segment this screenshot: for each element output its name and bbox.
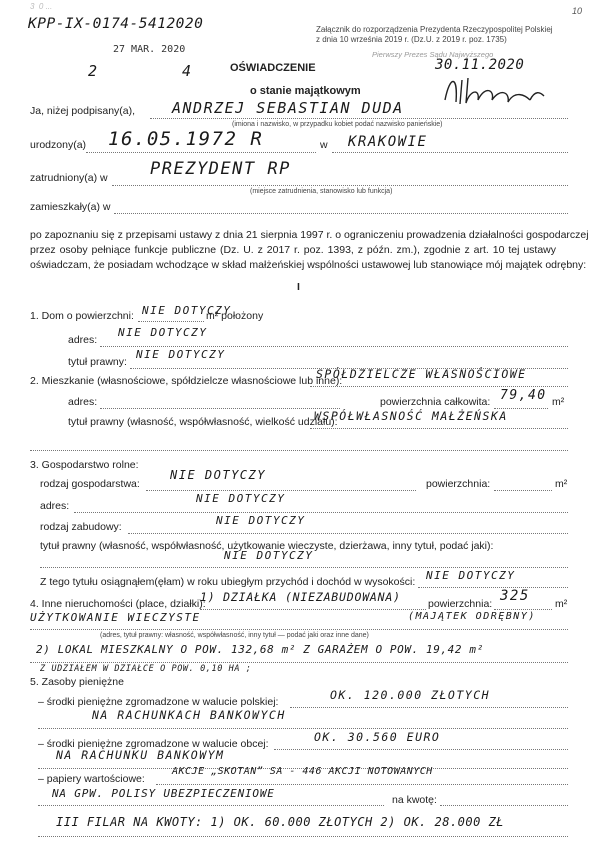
s5-securities-line2: NA GPW. POLISY UBEZPIECZENIOWE [52,787,275,800]
s5-label-foreign: – środki pieniężne zgromadzone w walucie obcej: [38,738,269,750]
s1-label-title: tytuł prawny: [68,356,127,368]
dotted-line [332,152,568,153]
s3-addr-value: NIE DOTYCZY [196,492,286,505]
dotted-line [112,185,568,186]
s1-addr-value: NIE DOTYCZY [118,326,208,339]
s4-line2-left: UŻYTKOWANIE WIECZYSTE [30,611,201,624]
s1-label-house-after: m² położony [206,310,264,322]
s5-pln-value: OK. 120.000 ZŁOTYCH [330,688,491,702]
received-date-stamp: 27 MAR. 2020 [113,44,186,55]
dotted-line [310,386,568,387]
corner-number-1: 2 [88,62,99,80]
case-number: KPP-IX-0174-5412020 [28,16,204,32]
note-employer: (miejsce zatrudnienia, stanowisko lub funkcja) [250,188,393,195]
s3-label-addr: adres: [40,500,70,512]
annex-line-2: z dnia 10 września 2019 r. (Dz.U. z 2019 r. poz. 1735) [316,35,507,44]
dotted-line [418,587,568,588]
s3-income-value: NIE DOTYCZY [426,569,516,582]
dotted-line [138,321,204,322]
s2-label-m2: m² [552,396,565,408]
dotted-line [274,749,568,750]
s3-label-farm: 3. Gospodarstwo rolne: [30,459,139,471]
label-resides: zamieszkały(a) w [30,201,111,213]
s5-label-securities: – papiery wartościowe: [38,773,145,785]
field-birth-date: 16.05.1972 R [108,128,264,150]
s2-label-addr: adres: [68,396,98,408]
s2-flat-value: SPÓŁDZIELCZE WŁASNOŚCIOWE [316,367,527,381]
s3-build-value: NIE DOTYCZY [216,514,306,527]
label-name: Ja, niżej podpisany(a), [30,105,136,117]
s3-kind-value: NIE DOTYCZY [170,468,266,482]
s5-label-pln: – środki pieniężne zgromadzone w walucie polskiej: [38,696,279,708]
dotted-line [150,118,568,119]
note-name: (imiona i nazwisko, w przypadku kobiet podać nazwisko panieńskie) [232,121,443,128]
s5-label-resources: 5. Zasoby pieniężne [30,676,124,688]
s4-line2-right: (MAJĄTEK ODRĘBNY) [408,611,536,622]
s2-area-value: 79,40 [500,388,547,403]
section-roman: I [297,281,300,293]
s4-line4: Z UDZIAŁEM W DZIAŁCE O POW. 0,10 HA ; [40,664,252,674]
intro-line-2: przez osoby pełniące funkcje publiczne (Dz. U. z 2017 r. poz. 1393, z późn. zm.), zgodnie z art. 10 tej ustawy [30,244,557,256]
dotted-line [40,567,568,568]
s3-label-kind: rodzaj gospodarstwa: [40,478,140,490]
s1-house-value: NIE DOTYCZY [142,304,232,317]
s4-label-m2: m² [555,598,568,610]
s1-label-addr: adres: [68,334,98,346]
page-corner-number: 10 [572,6,583,16]
label-born: urodzony(a) [30,139,87,151]
signature [440,70,550,110]
s5-pln-line2: NA RACHUNKACH BANKOWYCH [92,708,286,722]
dotted-line [114,213,568,214]
s1-label-house: 1. Dom o powierzchni: [30,310,134,322]
s1-title-value: NIE DOTYCZY [136,348,226,361]
handwritten-date: 30.11.2020 [435,57,525,73]
s4-line3: 2) LOKAL MIESZKALNY O POW. 132,68 m² Z GARAŻEM O POW. 19,42 m² [36,643,484,656]
label-employed: zatrudniony(a) w [30,172,108,184]
dotted-line [74,512,568,513]
s5-label-amount: na kwotę: [392,794,437,806]
dotted-line [290,707,568,708]
dotted-line [440,805,568,806]
s2-label-area: powierzchnia całkowita: [380,396,491,408]
s2-label-flat: 2. Mieszkanie (własnościowe, spółdzielcze własnościowe lub inne): [30,375,343,387]
s3-label-build: rodzaj zabudowy: [40,521,122,533]
dotted-line [30,629,568,630]
s3-label-area: powierzchnia: [426,478,491,490]
dotted-line [494,490,552,491]
dotted-line [86,152,316,153]
dotted-line [200,609,426,610]
field-employer: PREZYDENT RP [150,159,291,179]
s3-label-title: tytuł prawny (własność, współwłasność, użytkowanie wieczyste, dzierżawa, inny tytuł, podać jaki): [40,540,494,552]
s5-foreign-value: OK. 30.560 EURO [314,730,441,744]
s2-label-title: tytuł prawny (własność, współwłasność, wielkość udziału): [68,416,338,428]
dotted-line [30,662,568,663]
intro-line-1: po zapoznaniu się z przepisami ustawy z dnia 21 sierpnia 1997 r. o ograniczeniu prowadzenia działalności gospodarczej [30,229,589,241]
dotted-line [38,836,568,837]
court-stamp: Pierwszy Prezes Sądu Najwyższego [372,50,494,59]
dotted-line [30,450,568,451]
label-in: w [320,139,328,151]
dotted-line [156,784,568,785]
annex-line-1: Załącznik do rozporządzenia Prezydenta Rzeczypospolitej Polskiej [316,25,553,34]
s5-foreign-line2: NA RACHUNKU BANKOWYM [56,748,225,762]
dotted-line [310,428,568,429]
dotted-line [38,805,384,806]
field-birth-place: KRAKOWIE [348,134,428,150]
s4-label-other: 4. Inne nieruchomości (place, działki): [30,598,206,610]
dotted-line [128,533,568,534]
field-full-name: ANDRZEJ SEBASTIAN DUDA [172,99,404,117]
s3-label-m2: m² [555,478,568,490]
s3-label-income: Z tego tytułu osiągnąłem(ęłam) w roku ubiegłym przychód i dochód w wysokości: [40,576,416,588]
s4-note: (adres, tytuł prawny: własność, współwłasność, inny tytuł — podać jaki oraz inne dane) [100,632,369,639]
dotted-line [38,728,568,729]
s5-securities-value: AKCJE „SKOTAN” SA - 446 AKCJI NOTOWANYCH [172,766,433,777]
s4-label-area: powierzchnia: [428,598,493,610]
faint-stamp: 3 0 ... [30,2,53,11]
s3-title-value: NIE DOTYCZY [224,549,314,562]
form-title: OŚWIADCZENIE [230,62,316,74]
s4-other-value: 1) DZIAŁKA (NIEZABUDOWANA) [200,590,401,604]
corner-number-2: 4 [182,62,193,80]
dotted-line [100,408,340,409]
s4-area-value: 325 [500,588,530,604]
s2-title-value: WSPÓŁWŁASNOŚĆ MAŁŻEŃSKA [314,409,508,423]
form-subtitle: o stanie majątkowym [250,85,361,97]
dotted-line [100,346,568,347]
intro-line-3: oświadczam, że posiadam wchodzące w skład małżeńskiej wspólności ustawowej lub stanowiące mój majątek odrębny: [30,259,587,271]
s5-bottom-line: III FILAR NA KWOTY: 1) OK. 60.000 ZŁOTYCH 2) OK. 28.000 ZŁ [56,815,505,829]
dotted-line [494,609,552,610]
dotted-line [146,490,416,491]
